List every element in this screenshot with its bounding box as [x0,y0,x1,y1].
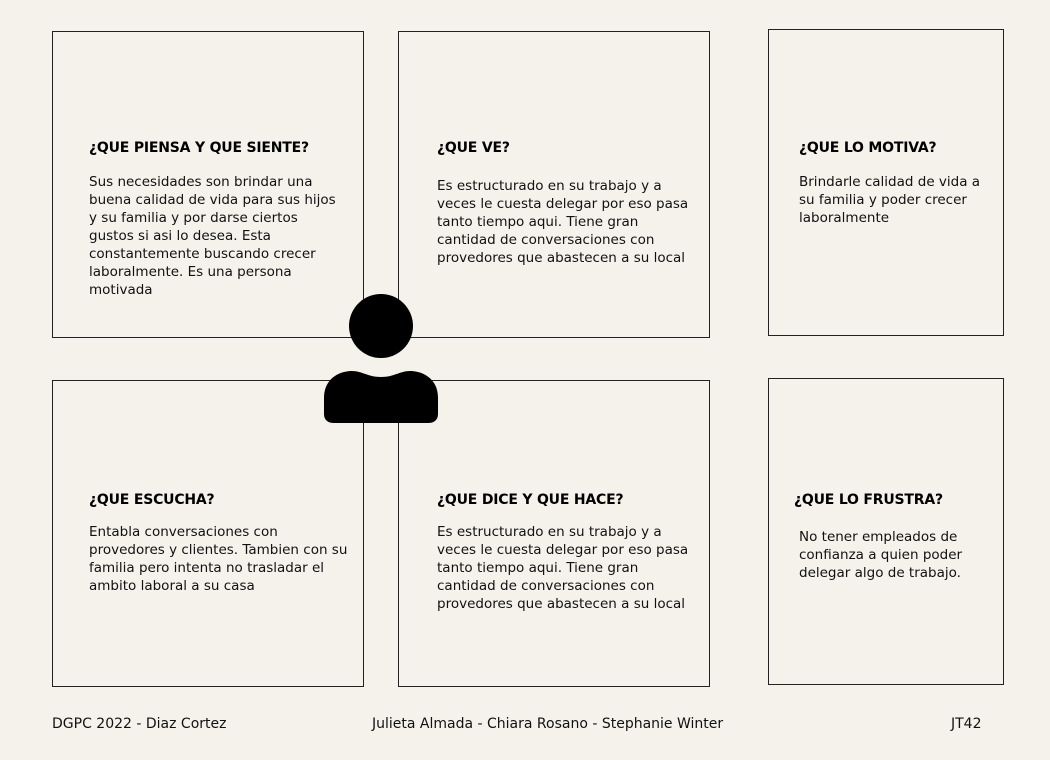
box-title-frustra: ¿QUE LO FRUSTRA? [794,492,943,508]
empathy-box-motiva [768,29,1004,336]
footer-code: JT42 [951,716,982,732]
box-text-escucha: Entabla conversaciones con provedores y clientes. Tambien con su familia pero intenta no trasladar el ambito laboral a su casa [89,524,348,594]
box-text-piensa: Sus necesidades son brindar una buena calidad de vida para sus hijos y su familia y por darse ciertos gustos si asi lo desea. Esta constantemente buscando crecer laboralmente. Es una persona motivada [89,174,336,298]
person-icon [320,292,442,428]
box-title-ve: ¿QUE VE? [437,140,510,156]
box-title-escucha: ¿QUE ESCUCHA? [89,492,215,508]
box-title-piensa: ¿QUE PIENSA Y QUE SIENTE? [89,140,309,156]
box-text-ve: Es estructurado en su trabajo y a veces le cuesta delegar por eso pasa tanto tiempo aqui. Tiene gran cantidad de conversaciones con provedores que abastecen a su local [437,178,689,266]
box-text-dice: Es estructurado en su trabajo y a veces le cuesta delegar por eso pasa tanto tiempo aqui. Tiene gran cantidad de conversaciones con provedores que abastecen a su local [437,524,689,612]
footer-course: DGPC 2022 - Diaz Cortez [52,716,227,732]
empathy-box-frustra [768,378,1004,685]
footer-authors: Julieta Almada - Chiara Rosano - Stephanie Winter [372,716,724,732]
box-title-motiva: ¿QUE LO MOTIVA? [799,140,937,156]
empathy-box-piensa [52,31,364,338]
box-text-motiva: Brindarle calidad de vida a su familia y poder crecer laboralmente [799,174,981,226]
empathy-box-escucha [52,380,364,687]
empathy-box-dice [398,380,710,687]
box-title-dice: ¿QUE DICE Y QUE HACE? [437,492,624,508]
box-text-frustra: No tener empleados de confianza a quien poder delegar algo de trabajo. [799,529,963,581]
empathy-box-ve [398,31,710,338]
